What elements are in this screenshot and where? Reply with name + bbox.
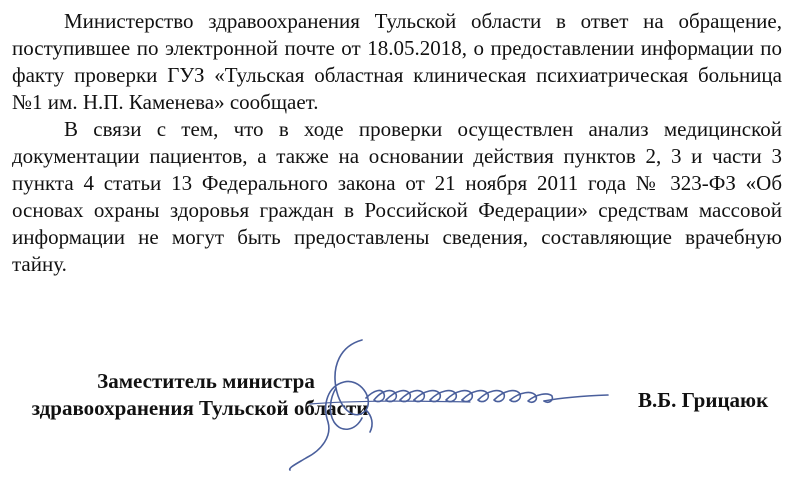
signatory-title-line-1: Заместитель министра	[97, 369, 315, 393]
handwritten-signature	[270, 338, 620, 473]
paragraph-refusal: В связи с тем, что в ходе проверки осуществлен анализ медицинской документации пациентов, а также на основании действия пунктов 2, 3 и части 3 пункта 4 статьи 13 Федерального закона от 21 ноября 2011 года № 323-ФЗ «Об основах охраны здоровья граждан в Российской Федерации» средствам массовой информации не могут быть предоставлены сведения, составляющие врачебную тайну.	[12, 117, 782, 276]
signatory-title-line-2: здравоохранения Тульской области	[31, 396, 369, 420]
signatory-name: В.Б. Грицаюк	[638, 388, 769, 412]
signature-block	[0, 360, 795, 490]
paragraph-response: Министерство здравоохранения Тульской области в ответ на обращение, поступившее по электронной почте от 18.05.2018, о предоставлении информации по факту проверки ГУЗ «Тульская областная клиническая психиатрическая больница №1 им. Н.П. Каменева» сообщает.	[12, 9, 782, 114]
letter-body	[12, 8, 782, 278]
